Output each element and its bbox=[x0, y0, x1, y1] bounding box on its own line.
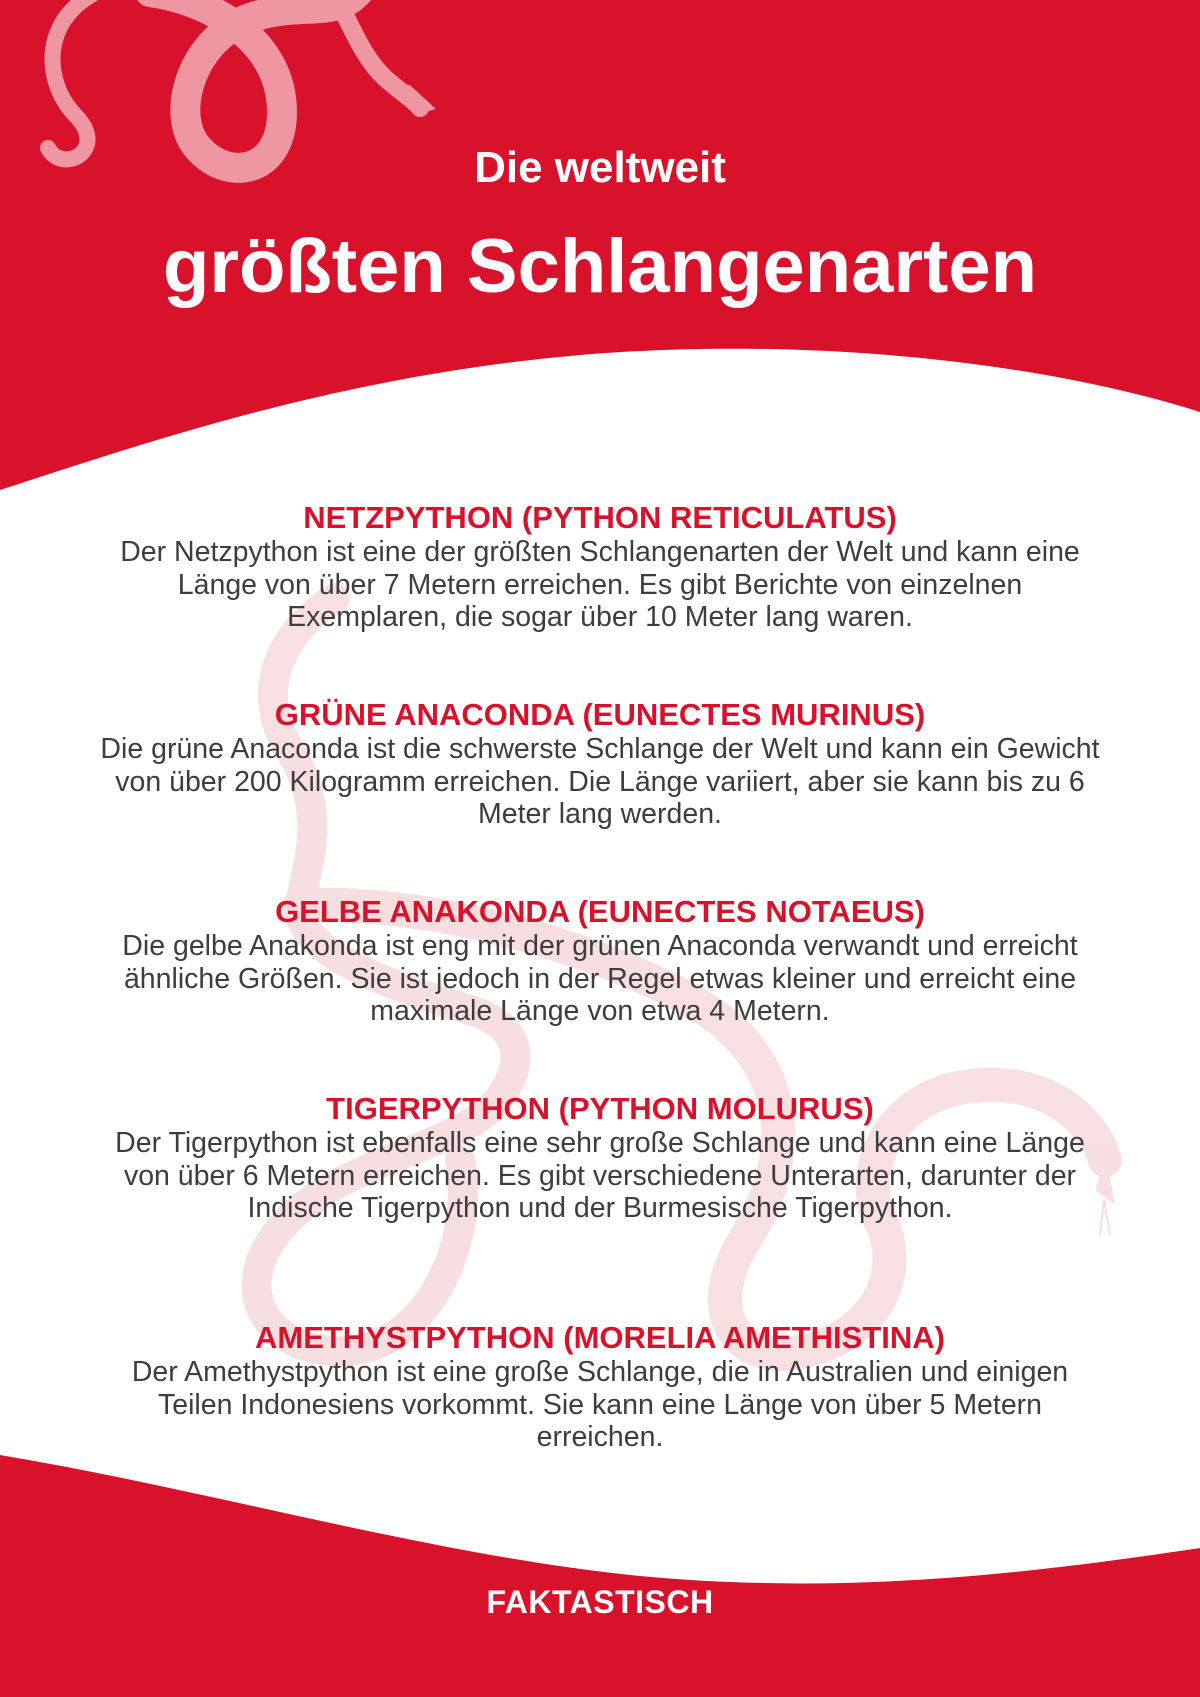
species-description: Die gelbe Anakonda ist eng mit der grünen Anaconda verwandt und erreicht ähnliche Größen. Sie ist jedoch in der Regel etwas kleiner und erreicht eine maximale Länge von etwa 4 Metern. bbox=[122, 930, 1078, 1027]
species-description: Der Tigerpython ist ebenfalls eine sehr große Schlange und kann eine Länge von über 6 Metern erreichen. Es gibt verschiedene Unterarten, darunter der Indische Tigerpython und der Burmesische Tigerpython. bbox=[115, 1127, 1085, 1224]
species-heading: GELBE ANAKONDA (EUNECTES NOTAEUS) bbox=[275, 894, 925, 929]
species-description: Der Amethystpython ist eine große Schlange, die in Australien und einigen Teilen Indonesiens vorkommt. Sie kann eine Länge von über 5 Metern erreichen. bbox=[131, 1356, 1069, 1453]
species-heading: TIGERPYTHON (PYTHON MOLURUS) bbox=[326, 1091, 874, 1126]
species-heading: NETZPYTHON (PYTHON RETICULATUS) bbox=[303, 500, 897, 535]
species-section bbox=[100, 1091, 1100, 1225]
species-section bbox=[100, 1320, 1100, 1454]
header-title-line2: größten Schlangenarten bbox=[162, 224, 1038, 309]
species-heading: GRÜNE ANACONDA (EUNECTES MURINUS) bbox=[274, 697, 926, 732]
header-title-line1: Die weltweit bbox=[474, 143, 726, 192]
footer-band bbox=[0, 1455, 1200, 1697]
species-section bbox=[100, 894, 1100, 1028]
species-section bbox=[100, 697, 1100, 831]
species-description: Der Netzpython ist eine der größten Schlangenarten der Welt und kann eine Länge von über 7 Metern erreichen. Es gibt Berichte von einzelnen Exemplaren, die sogar über 10 Meter lang waren. bbox=[120, 536, 1080, 633]
footer-brand: FAKTASTISCH bbox=[486, 1584, 714, 1620]
species-description: Die grüne Anaconda ist die schwerste Schlange der Welt und kann ein Gewicht von über 200 Kilogramm erreichen. Die Länge variiert, aber sie kann bis zu 6 Meter lang werden. bbox=[100, 733, 1100, 830]
species-heading: AMETHYSTPYTHON (MORELIA AMETHISTINA) bbox=[254, 1320, 945, 1355]
species-section bbox=[100, 500, 1100, 634]
